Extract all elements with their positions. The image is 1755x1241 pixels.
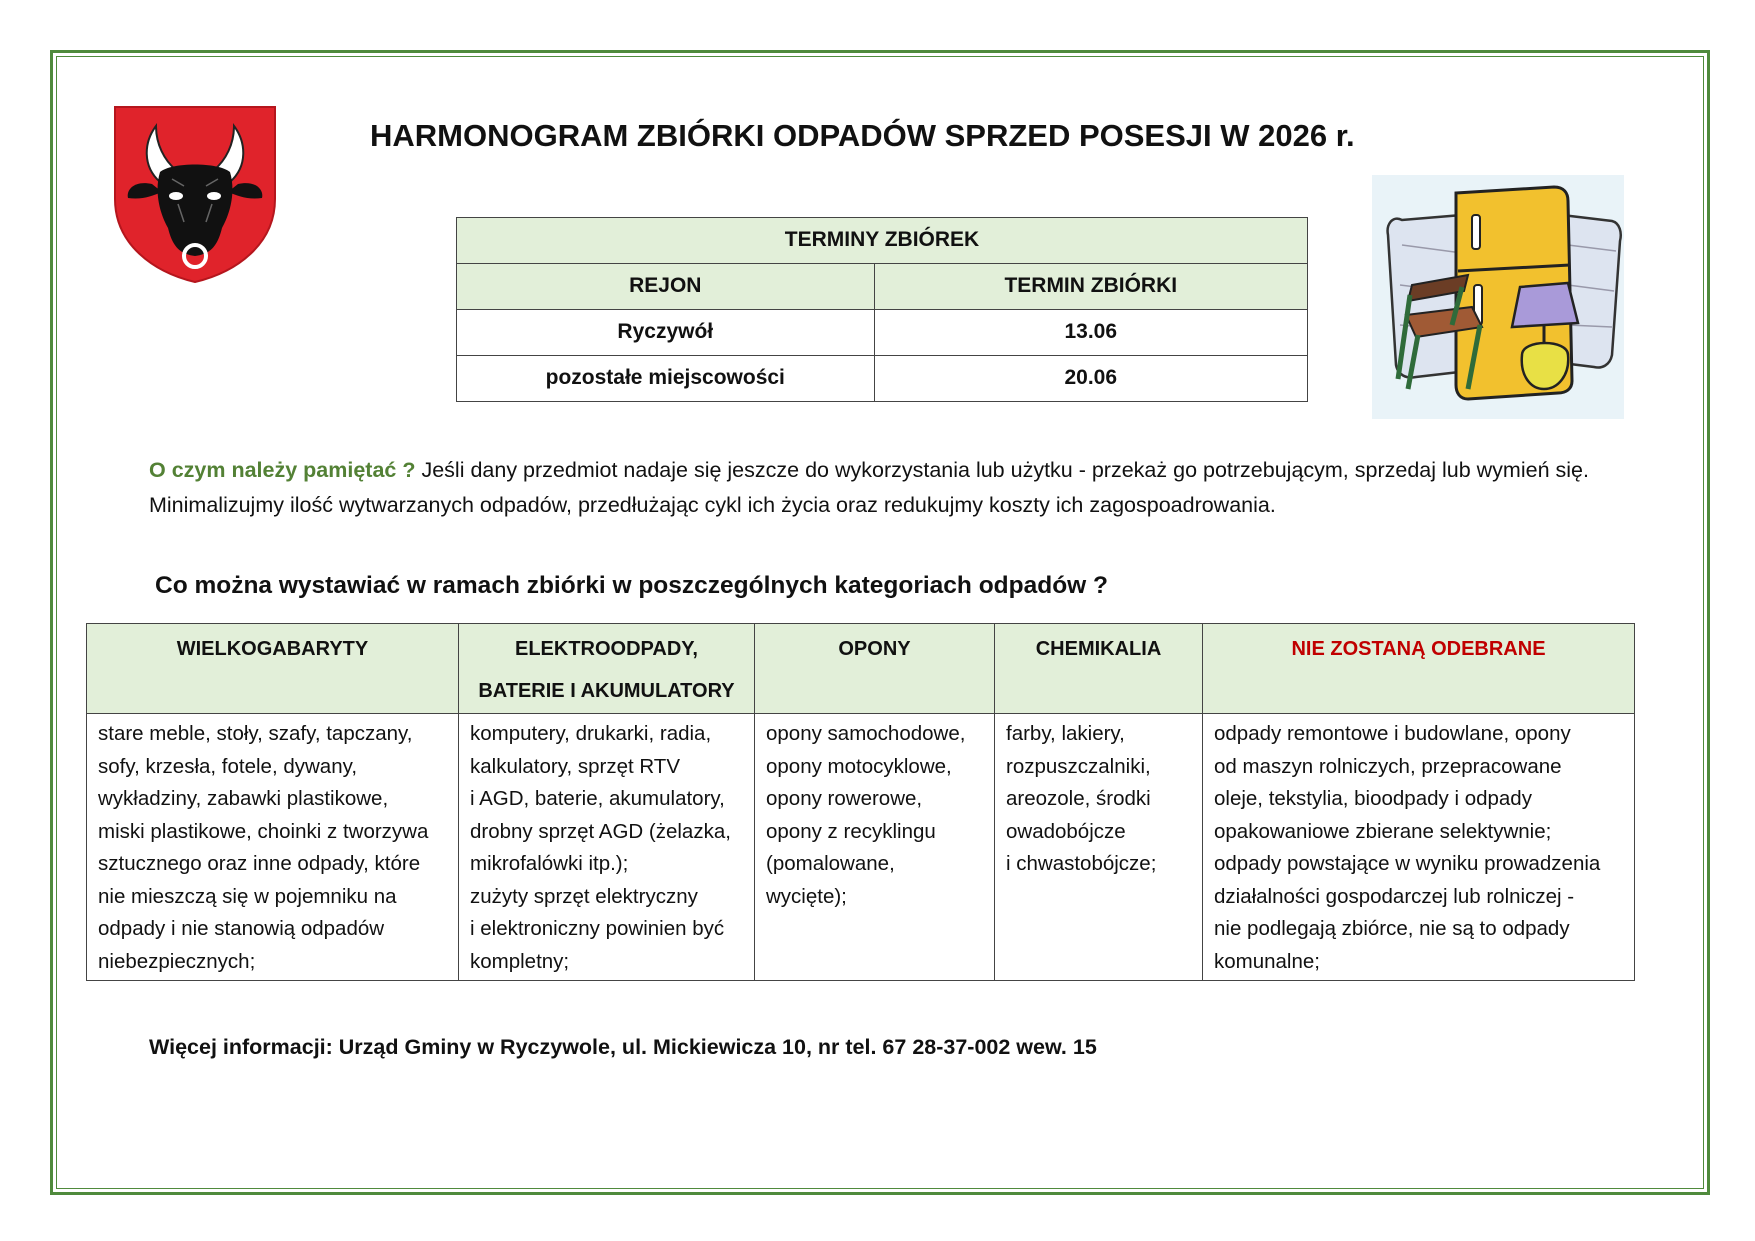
- category-header-electro-line2: BATERIE I AKUMULATORY: [478, 680, 735, 702]
- category-line: komunalne;: [1214, 949, 1320, 973]
- category-line: opony z recyklingu: [766, 819, 936, 843]
- category-line: areozole, środki: [1006, 787, 1151, 810]
- category-line: i AGD, baterie, akumulatory,: [470, 787, 725, 810]
- category-line: wykładziny, zabawki plastikowe,: [98, 787, 389, 810]
- category-line: mikrofalówki itp.);: [470, 852, 629, 875]
- category-line: opony motocyklowe,: [766, 754, 952, 778]
- category-line: opony samochodowe,: [766, 722, 966, 745]
- reminder-paragraph: [149, 453, 1629, 523]
- category-line: stare meble, stoły, szafy, tapczany,: [98, 722, 413, 745]
- category-line: miski plastikowe, choinki z tworzywa: [98, 819, 429, 843]
- page-title: HARMONOGRAM ZBIÓRKI ODPADÓW SPRZED POSESJI W 2026 r.: [370, 118, 1355, 153]
- schedule-header-date: TERMIN ZBIÓRKI: [874, 264, 1307, 310]
- category-line: opakowaniowe zbierane selektywnie;: [1214, 819, 1552, 843]
- reminder-lead: O czym należy pamiętać ?: [149, 458, 416, 482]
- contact-footer: Więcej informacji: Urząd Gminy w Ryczywole, ul. Mickiewicza 10, nr tel. 67 28-37-002 wew. 15: [149, 1035, 1097, 1059]
- category-line: nie mieszczą się w pojemniku na: [98, 884, 397, 908]
- category-line: odpady remontowe i budowlane, opony: [1214, 722, 1571, 745]
- category-line: i elektroniczny powinien być: [470, 917, 725, 940]
- category-cell-electro: [459, 714, 755, 981]
- category-line: odpady powstające w wyniku prowadzenia: [1214, 852, 1601, 875]
- category-line: od maszyn rolniczych, przepracowane: [1214, 754, 1562, 778]
- coat-of-arms-icon: [112, 104, 278, 284]
- category-header-not-collected: NIE ZOSTANĄ ODEBRANE: [1203, 624, 1635, 714]
- category-header-electro: [459, 624, 755, 714]
- schedule-row: [457, 310, 1308, 356]
- category-line: (pomalowane,: [766, 852, 895, 875]
- category-header-chemicals: CHEMIKALIA: [995, 624, 1203, 714]
- schedule-table: [456, 217, 1308, 402]
- category-line: rozpuszczalniki,: [1006, 754, 1151, 778]
- category-line: farby, lakiery,: [1006, 722, 1125, 745]
- category-cell-bulky: [87, 714, 459, 981]
- category-line: nie podlegają zbiórce, nie są to odpady: [1214, 917, 1570, 940]
- category-line: kalkulatory, sprzęt RTV: [470, 754, 681, 778]
- category-line: opony rowerowe,: [766, 787, 923, 810]
- schedule-caption: TERMINY ZBIÓREK: [457, 218, 1308, 264]
- schedule-header-region: REJON: [457, 264, 875, 310]
- schedule-date-cell: 20.06: [874, 356, 1307, 402]
- category-header-electro-line1: ELEKTROODPADY,: [515, 638, 698, 660]
- category-cell-tyres: [755, 714, 995, 981]
- category-line: kompletny;: [470, 949, 570, 973]
- category-line: sofy, krzesła, fotele, dywany,: [98, 754, 358, 778]
- schedule-date-cell: 13.06: [874, 310, 1307, 356]
- schedule-region-cell: pozostałe miejscowości: [457, 356, 875, 402]
- category-line: sztucznego oraz inne odpady, które: [98, 852, 421, 875]
- bulky-waste-illustration-icon: [1372, 175, 1624, 419]
- category-line: drobny sprzęt AGD (żelazka,: [470, 819, 731, 843]
- category-line: komputery, drukarki, radia,: [470, 722, 712, 745]
- category-line: działalności gospodarczej lub rolniczej -: [1214, 884, 1575, 908]
- schedule-row: [457, 356, 1308, 402]
- categories-table: [86, 623, 1635, 981]
- category-line: odpady i nie stanowią odpadów: [98, 917, 385, 940]
- categories-heading: Co można wystawiać w ramach zbiórki w poszczególnych kategoriach odpadów ?: [155, 572, 1108, 599]
- category-line: wycięte);: [766, 884, 847, 908]
- category-cell-chemicals: [995, 714, 1203, 981]
- category-header-bulky: WIELKOGABARYTY: [87, 624, 459, 714]
- category-line: owadobójcze: [1006, 819, 1126, 843]
- schedule-region-cell: Ryczywół: [457, 310, 875, 356]
- reminder-text: Jeśli dany przedmiot nadaje się jeszcze do wykorzystania lub użytku - przekaż go potrzebującym, sprzedaj lub wymień się. Minimalizujmy ilość wytwarzanych odpadów, przedłużając cykl ich życia oraz redukujmy koszty ich zagospoadrowania.: [149, 458, 1589, 517]
- category-cell-not-collected: [1203, 714, 1635, 981]
- category-header-tyres: OPONY: [755, 624, 995, 714]
- category-line: i chwastobójcze;: [1006, 852, 1157, 875]
- category-line: niebezpiecznych;: [98, 949, 256, 973]
- category-line: oleje, tekstylia, bioodpady i odpady: [1214, 787, 1532, 810]
- category-line: zużyty sprzęt elektryczny: [470, 884, 698, 908]
